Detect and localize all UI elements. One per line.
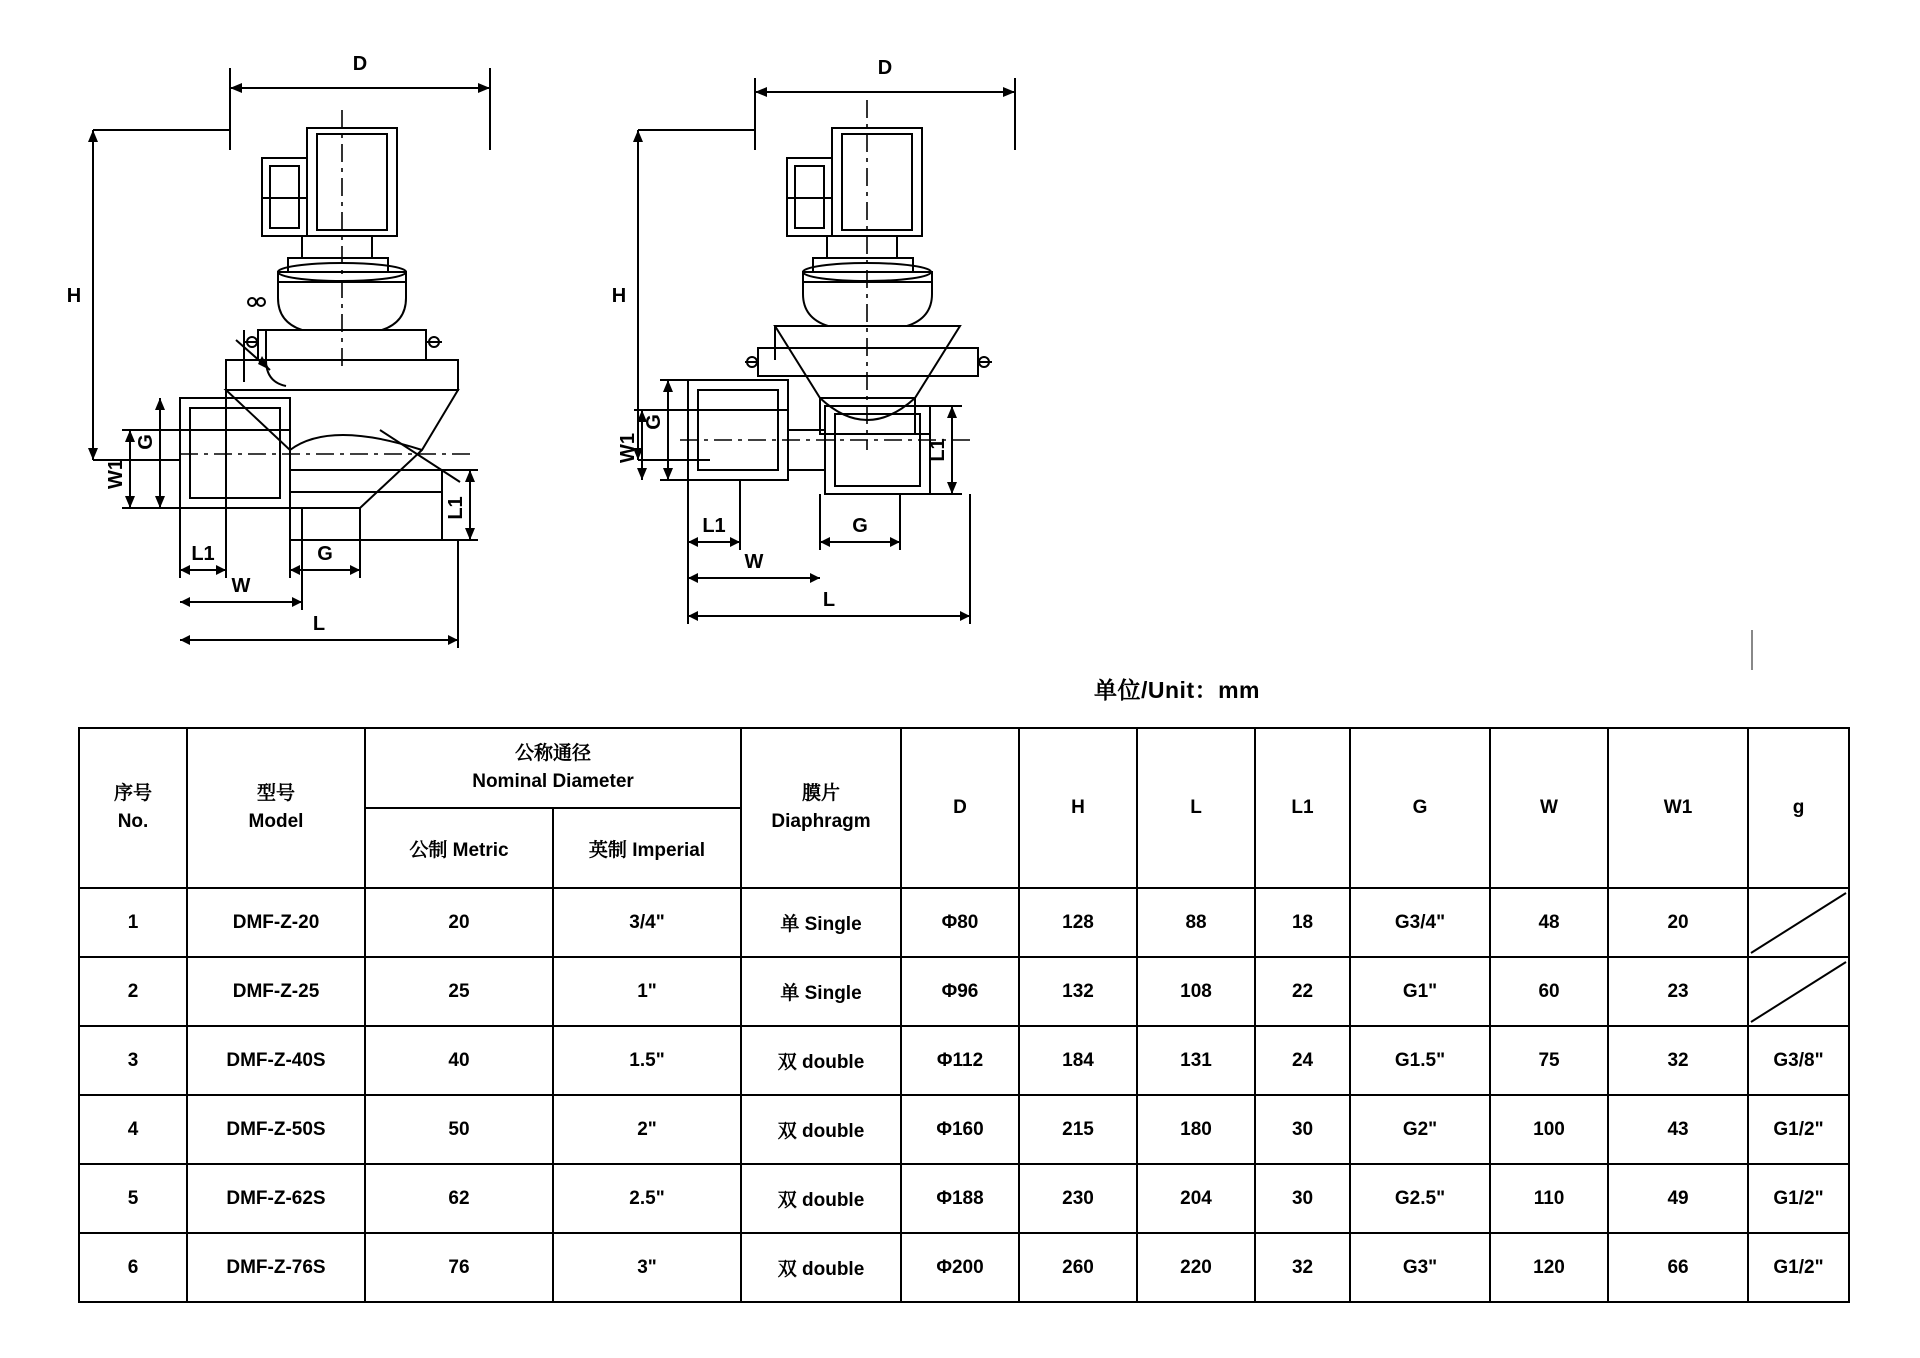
cell-metric: 76 [365, 1233, 553, 1302]
cell-l1: 22 [1255, 957, 1350, 1026]
header-no-cn: 序号 [113, 782, 152, 804]
dim-label-h: H [66, 285, 82, 307]
header-nominal-en: Nominal Diameter [472, 771, 634, 792]
cell-w1: 23 [1608, 957, 1748, 1026]
cell-w: 120 [1490, 1233, 1608, 1302]
header-w1: W1 [1608, 728, 1748, 888]
dim-label-l1-right: L1 [445, 496, 467, 520]
cell-d: Φ112 [901, 1026, 1019, 1095]
cell-h: 260 [1019, 1233, 1137, 1302]
dim-label-l1: L1 [191, 543, 215, 565]
cell-l: 108 [1137, 957, 1255, 1026]
cell-h: 132 [1019, 957, 1137, 1026]
cell-imperial: 1" [553, 957, 741, 1026]
cell-l: 204 [1137, 1164, 1255, 1233]
not-applicable-slash-icon [1749, 958, 1848, 1025]
header-no [79, 728, 187, 888]
cell-h: 230 [1019, 1164, 1137, 1233]
cell-imperial: 2.5" [553, 1164, 741, 1233]
cell-metric: 25 [365, 957, 553, 1026]
cell-w1: 20 [1608, 888, 1748, 957]
cell-g: G2.5" [1350, 1164, 1490, 1233]
cell-metric: 62 [365, 1164, 553, 1233]
cell-h: 128 [1019, 888, 1137, 957]
cell-w: 100 [1490, 1095, 1608, 1164]
cell-w1: 66 [1608, 1233, 1748, 1302]
cell-l1: 24 [1255, 1026, 1350, 1095]
header-diaphragm [741, 728, 901, 888]
cell-diaphragm: 双 double [741, 1233, 901, 1302]
dim-label-w1: W1 [105, 459, 127, 489]
header-model-en: Model [248, 811, 304, 832]
not-applicable-slash-icon [1749, 889, 1848, 956]
cell-l: 220 [1137, 1233, 1255, 1302]
header-model [187, 728, 365, 888]
table-row [79, 1233, 1849, 1302]
dim-label-l: L [822, 589, 836, 611]
cell-no: 4 [79, 1095, 187, 1164]
cell-d: Φ80 [901, 888, 1019, 957]
cell-l1: 30 [1255, 1095, 1350, 1164]
cell-no: 2 [79, 957, 187, 1026]
cell-no: 1 [79, 888, 187, 957]
header-model-cn: 型号 [256, 782, 295, 804]
dim-label-w1: W1 [617, 433, 639, 463]
cell-l: 180 [1137, 1095, 1255, 1164]
cell-g-lower [1748, 957, 1849, 1026]
cell-model: DMF-Z-40S [187, 1026, 365, 1095]
cell-model: DMF-Z-25 [187, 957, 365, 1026]
cell-model: DMF-Z-50S [187, 1095, 365, 1164]
cell-l: 88 [1137, 888, 1255, 957]
header-diaphragm-en: Diaphragm [771, 811, 871, 832]
cell-diaphragm: 单 Single [741, 957, 901, 1026]
cell-g: G3" [1350, 1233, 1490, 1302]
cell-d: Φ188 [901, 1164, 1019, 1233]
cell-no: 3 [79, 1026, 187, 1095]
cell-d: Φ160 [901, 1095, 1019, 1164]
cell-l: 131 [1137, 1026, 1255, 1095]
cell-model: DMF-Z-20 [187, 888, 365, 957]
dim-label-l1-bottom: L1 [702, 515, 726, 537]
header-d: D [901, 728, 1019, 888]
unit-note: 单位/Unit：mm [1094, 677, 1260, 703]
cell-metric: 20 [365, 888, 553, 957]
header-g-lower: g [1748, 728, 1849, 888]
cell-w: 110 [1490, 1164, 1608, 1233]
cell-d: Φ96 [901, 957, 1019, 1026]
header-l: L [1137, 728, 1255, 888]
cell-g-lower: G3/8" [1748, 1026, 1849, 1095]
cell-g: G1.5" [1350, 1026, 1490, 1095]
cell-imperial: 2" [553, 1095, 741, 1164]
header-nominal-cn: 公称通径 [515, 742, 592, 764]
valve-drawing-left [30, 30, 590, 730]
header-h: H [1019, 728, 1137, 888]
cell-metric: 50 [365, 1095, 553, 1164]
header-g: G [1350, 728, 1490, 888]
cell-g: G2" [1350, 1095, 1490, 1164]
cell-imperial: 3" [553, 1233, 741, 1302]
dim-label-d: D [877, 57, 893, 79]
cell-diaphragm: 双 double [741, 1026, 901, 1095]
spec-table-container [78, 727, 1848, 1303]
dim-label-w: W [744, 551, 764, 573]
header-diaphragm-cn: 膜片 [802, 782, 841, 804]
dim-label-g-left: G [643, 414, 665, 430]
cell-no: 6 [79, 1233, 187, 1302]
cell-imperial: 1.5" [553, 1026, 741, 1095]
dim-label-w: W [231, 575, 251, 597]
cell-d: Φ200 [901, 1233, 1019, 1302]
cell-model: DMF-Z-76S [187, 1233, 365, 1302]
edge-tick-mark [1742, 630, 1762, 670]
cell-diaphragm: 单 Single [741, 888, 901, 957]
header-imperial: 英制 Imperial [553, 808, 741, 888]
table-row [79, 957, 1849, 1026]
table-row [79, 1164, 1849, 1233]
cell-g-lower [1748, 888, 1849, 957]
table-header-row-1 [79, 728, 1849, 808]
dim-label-g-bottom: G [317, 543, 333, 565]
cell-w: 75 [1490, 1026, 1608, 1095]
cell-imperial: 3/4" [553, 888, 741, 957]
dim-label-g-side: G [135, 434, 157, 450]
cell-metric: 40 [365, 1026, 553, 1095]
dim-label-d: D [352, 53, 368, 75]
cell-w1: 43 [1608, 1095, 1748, 1164]
cell-diaphragm: 双 double [741, 1095, 901, 1164]
cell-h: 184 [1019, 1026, 1137, 1095]
dim-label-g-bottom: G [852, 515, 868, 537]
cell-l1: 32 [1255, 1233, 1350, 1302]
header-metric: 公制 Metric [365, 808, 553, 888]
header-nominal-diameter [365, 728, 741, 808]
table-row [79, 1095, 1849, 1164]
cell-g-lower: G1/2" [1748, 1233, 1849, 1302]
header-no-en: No. [117, 811, 149, 832]
table-row [79, 1026, 1849, 1095]
dim-label-l1-right: L1 [927, 438, 949, 462]
cell-w1: 49 [1608, 1164, 1748, 1233]
dim-label-l: L [312, 613, 326, 635]
cell-model: DMF-Z-62S [187, 1164, 365, 1233]
cell-w: 48 [1490, 888, 1608, 957]
table-row [79, 888, 1849, 957]
dim-label-h: H [611, 285, 627, 307]
spec-table [78, 727, 1850, 1303]
header-l1: L1 [1255, 728, 1350, 888]
cell-h: 215 [1019, 1095, 1137, 1164]
cell-l1: 18 [1255, 888, 1350, 957]
cell-diaphragm: 双 double [741, 1164, 901, 1233]
cell-g: G3/4" [1350, 888, 1490, 957]
valve-drawing-right [570, 30, 1130, 730]
cell-w1: 32 [1608, 1026, 1748, 1095]
cell-w: 60 [1490, 957, 1608, 1026]
header-w: W [1490, 728, 1608, 888]
cell-g: G1" [1350, 957, 1490, 1026]
cell-g-lower: G1/2" [1748, 1164, 1849, 1233]
cell-g-lower: G1/2" [1748, 1095, 1849, 1164]
cell-l1: 30 [1255, 1164, 1350, 1233]
cell-no: 5 [79, 1164, 187, 1233]
